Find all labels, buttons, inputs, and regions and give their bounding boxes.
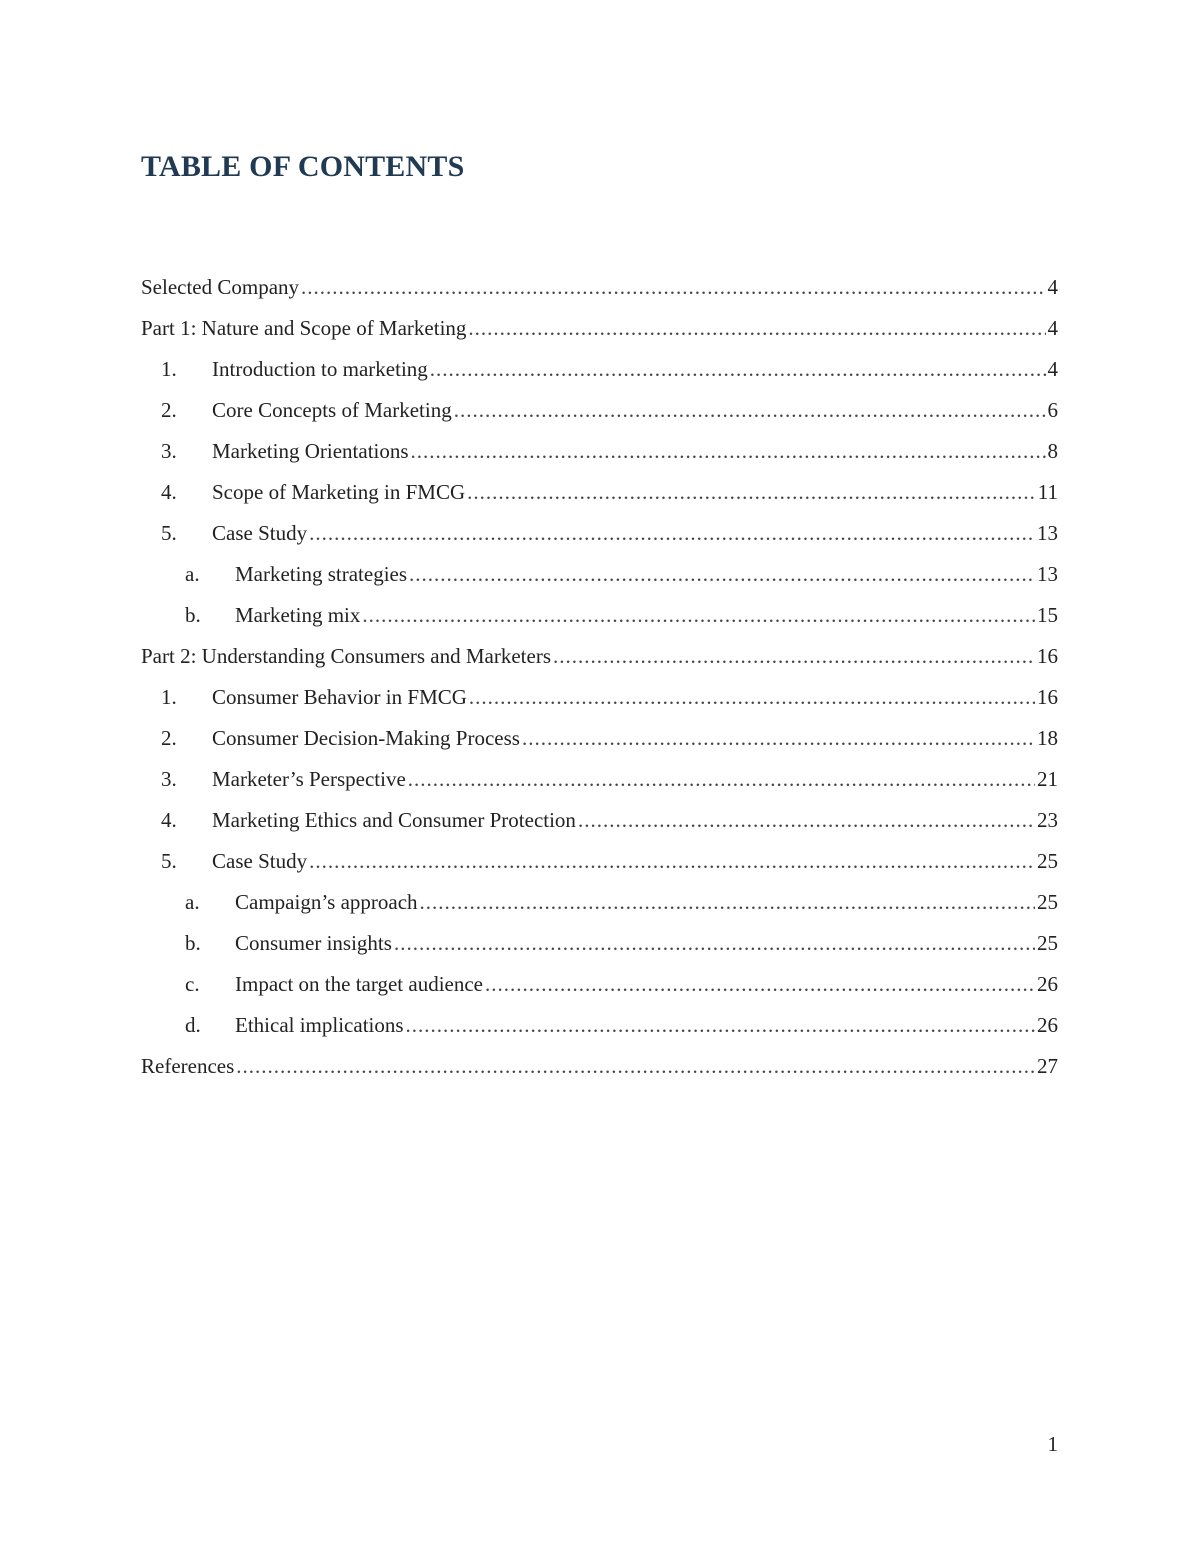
toc-entry-number: 5. (161, 521, 177, 545)
toc-entry-number: 1. (161, 357, 177, 381)
toc-entry[interactable] (141, 513, 1058, 554)
toc-entry-number: 3. (161, 767, 177, 791)
toc-entry-label: Scope of Marketing in FMCG (212, 480, 466, 504)
toc-entry-page: 16 (1037, 644, 1058, 668)
toc-entry-label: Marketing Ethics and Consumer Protection (212, 808, 576, 832)
toc-entry[interactable] (141, 1046, 1058, 1087)
toc-entry-label: Marketing strategies (235, 562, 408, 586)
toc-entry-page: 13 (1037, 521, 1058, 545)
toc-entry[interactable] (141, 964, 1058, 1005)
toc-entry[interactable] (141, 431, 1058, 472)
toc-entry-page: 8 (1047, 439, 1058, 463)
toc-entry-page: 26 (1037, 972, 1058, 996)
dot-leader (309, 841, 1035, 882)
toc-entry-page: 6 (1047, 398, 1058, 422)
toc-entry-page: 4 (1047, 357, 1058, 381)
toc-entry-number: a. (185, 562, 200, 586)
dot-leader (411, 431, 1046, 472)
toc-list (141, 267, 1058, 1087)
toc-entry-label: Core Concepts of Marketing (212, 398, 452, 422)
toc-entry-page: 25 (1037, 849, 1058, 873)
toc-entry[interactable] (141, 349, 1058, 390)
dot-leader (430, 349, 1046, 390)
toc-entry[interactable] (141, 595, 1058, 636)
toc-entry[interactable] (141, 267, 1058, 308)
toc-entry-page: 25 (1037, 931, 1058, 955)
toc-entry-page: 4 (1047, 275, 1058, 299)
dot-leader (454, 390, 1046, 431)
toc-entry-page: 21 (1037, 767, 1058, 791)
dot-leader (420, 882, 1035, 923)
toc-entry-label: Introduction to marketing (212, 357, 428, 381)
toc-entry[interactable] (141, 923, 1058, 964)
toc-entry-label: Ethical implications (235, 1013, 404, 1037)
page-number: 1 (1047, 1432, 1058, 1456)
toc-entry[interactable] (141, 800, 1058, 841)
dot-leader (309, 513, 1035, 554)
toc-entry-number: b. (185, 931, 201, 955)
toc-entry[interactable] (141, 472, 1058, 513)
dot-leader (522, 718, 1035, 759)
toc-entry-label: Case Study (212, 521, 308, 545)
dot-leader (409, 554, 1035, 595)
toc-entry[interactable] (141, 759, 1058, 800)
toc-entry-page: 26 (1037, 1013, 1058, 1037)
toc-entry[interactable] (141, 841, 1058, 882)
toc-entry-label: Impact on the target audience (235, 972, 484, 996)
toc-entry-page: 16 (1037, 685, 1058, 709)
toc-entry-label: References (141, 1054, 235, 1078)
dot-leader (468, 308, 1045, 349)
dot-leader (578, 800, 1035, 841)
toc-entry-page: 25 (1037, 890, 1058, 914)
toc-entry-page: 18 (1037, 726, 1058, 750)
toc-entry-number: a. (185, 890, 200, 914)
toc-entry-number: 4. (161, 480, 177, 504)
toc-entry-label: Part 2: Understanding Consumers and Marketers (141, 644, 552, 668)
toc-entry[interactable] (141, 390, 1058, 431)
dot-leader (485, 964, 1035, 1005)
dot-leader (467, 472, 1036, 513)
toc-entry-number: 2. (161, 726, 177, 750)
toc-entry[interactable] (141, 677, 1058, 718)
dot-leader (394, 923, 1035, 964)
toc-entry-number: 2. (161, 398, 177, 422)
toc-entry[interactable] (141, 636, 1058, 677)
toc-entry-number: 3. (161, 439, 177, 463)
toc-entry-number: 1. (161, 685, 177, 709)
dot-leader (553, 636, 1035, 677)
toc-entry-number: b. (185, 603, 201, 627)
toc-entry-page: 15 (1037, 603, 1058, 627)
toc-entry-page: 11 (1037, 480, 1058, 504)
toc-entry[interactable] (141, 882, 1058, 923)
toc-entry-label: Marketing mix (235, 603, 361, 627)
toc-entry-page: 13 (1037, 562, 1058, 586)
dot-leader (406, 1005, 1035, 1046)
dot-leader (301, 267, 1045, 308)
toc-entry-label: Consumer Behavior in FMCG (212, 685, 467, 709)
toc-entry-label: Consumer insights (235, 931, 392, 955)
toc-entry-label: Case Study (212, 849, 308, 873)
dot-leader (408, 759, 1035, 800)
dot-leader (362, 595, 1035, 636)
toc-entry-label: Selected Company (141, 275, 300, 299)
toc-title: TABLE OF CONTENTS (141, 150, 465, 183)
toc-entry[interactable] (141, 1005, 1058, 1046)
toc-entry-page: 23 (1037, 808, 1058, 832)
toc-entry[interactable] (141, 718, 1058, 759)
toc-entry[interactable] (141, 554, 1058, 595)
toc-entry-number: c. (185, 972, 200, 996)
toc-entry-number: 4. (161, 808, 177, 832)
toc-entry-number: 5. (161, 849, 177, 873)
toc-entry-label: Campaign’s approach (235, 890, 418, 914)
dot-leader (236, 1046, 1035, 1087)
toc-entry-label: Marketer’s Perspective (212, 767, 406, 791)
toc-entry-page: 27 (1037, 1054, 1058, 1078)
dot-leader (469, 677, 1035, 718)
toc-entry-label: Consumer Decision-Making Process (212, 726, 520, 750)
toc-entry[interactable] (141, 308, 1058, 349)
toc-entry-page: 4 (1047, 316, 1058, 340)
toc-entry-label: Marketing Orientations (212, 439, 409, 463)
toc-entry-number: d. (185, 1013, 201, 1037)
toc-entry-label: Part 1: Nature and Scope of Marketing (141, 316, 467, 340)
